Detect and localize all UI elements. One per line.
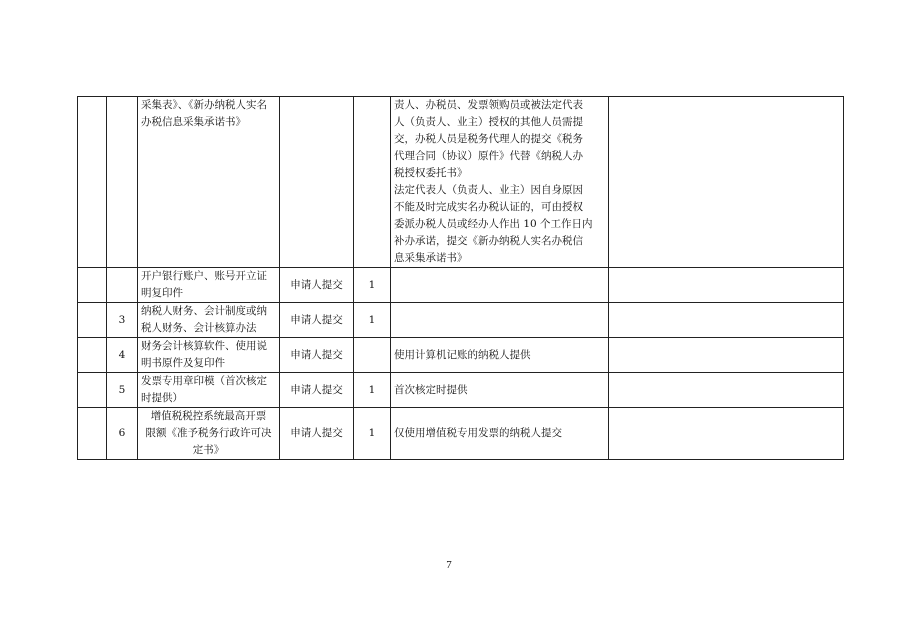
extra-cell xyxy=(609,408,844,460)
merged-category-cell xyxy=(78,97,107,268)
source-cell: 申请人提交 xyxy=(280,268,354,303)
copies-cell: 1 xyxy=(354,408,391,460)
material-name-cell: 发票专用章印模（首次核定 时提供） xyxy=(138,373,280,408)
note-cell: 使用计算机记账的纳税人提供 xyxy=(391,338,609,373)
note-cell: 首次核定时提供 xyxy=(391,373,609,408)
copies-cell: 1 xyxy=(354,268,391,303)
row-number-cell: 5 xyxy=(107,373,138,408)
material-name-cell: 纳税人财务、会计制度或纳 税人财务、会计核算办法 xyxy=(138,303,280,338)
copies-cell: 1 xyxy=(354,303,391,338)
extra-cell xyxy=(609,303,844,338)
merged-category-cell xyxy=(78,268,107,303)
copies-cell: 1 xyxy=(354,373,391,408)
table-row xyxy=(78,303,844,338)
table-row xyxy=(78,338,844,373)
table-row xyxy=(78,373,844,408)
page-number: 7 xyxy=(446,559,452,571)
merged-category-cell xyxy=(78,303,107,338)
material-name-cell: 增值税税控系统最高开票 限额《准予税务行政许可决 定书》 xyxy=(138,408,280,460)
row-number-cell xyxy=(107,97,138,268)
row-number-cell xyxy=(107,268,138,303)
table-row xyxy=(78,408,844,460)
note-cell: 责人、办税员、发票领购员或被法定代表 人（负责人、业主）授权的其他人员需提 交，办税人员是税务代理人的提交《税务 代理合同（协议）原件》代替《纳税人办 税授权委托书》 法定代表人（负责人、业主）因自身原因 不能及时完成实名办税认证的，可由授权 委派办税人员或经办人作出 10 个工作日内 补办承诺，提交《新办纳税人实名办税信 息采集承诺书》 xyxy=(391,97,609,268)
extra-cell xyxy=(609,268,844,303)
merged-category-cell xyxy=(78,408,107,460)
source-cell: 申请人提交 xyxy=(280,338,354,373)
copies-cell xyxy=(354,97,391,268)
material-name-cell: 采集表》、《新办纳税人实名 办税信息采集承诺书》 xyxy=(138,97,280,268)
material-name-cell: 财务会计核算软件、使用说 明书原件及复印件 xyxy=(138,338,280,373)
table-row xyxy=(78,268,844,303)
note-cell xyxy=(391,268,609,303)
table-row xyxy=(78,97,844,268)
source-cell xyxy=(280,97,354,268)
copies-cell xyxy=(354,338,391,373)
note-cell xyxy=(391,303,609,338)
merged-category-cell xyxy=(78,338,107,373)
source-cell: 申请人提交 xyxy=(280,408,354,460)
merged-category-cell xyxy=(78,373,107,408)
material-name-cell: 开户银行账户、账号开立证 明复印件 xyxy=(138,268,280,303)
extra-cell xyxy=(609,338,844,373)
row-number-cell: 6 xyxy=(107,408,138,460)
note-cell: 仅使用增值税专用发票的纳税人提交 xyxy=(391,408,609,460)
source-cell: 申请人提交 xyxy=(280,303,354,338)
extra-cell xyxy=(609,97,844,268)
extra-cell xyxy=(609,373,844,408)
source-cell: 申请人提交 xyxy=(280,373,354,408)
row-number-cell: 3 xyxy=(107,303,138,338)
row-number-cell: 4 xyxy=(107,338,138,373)
materials-table xyxy=(77,96,844,460)
